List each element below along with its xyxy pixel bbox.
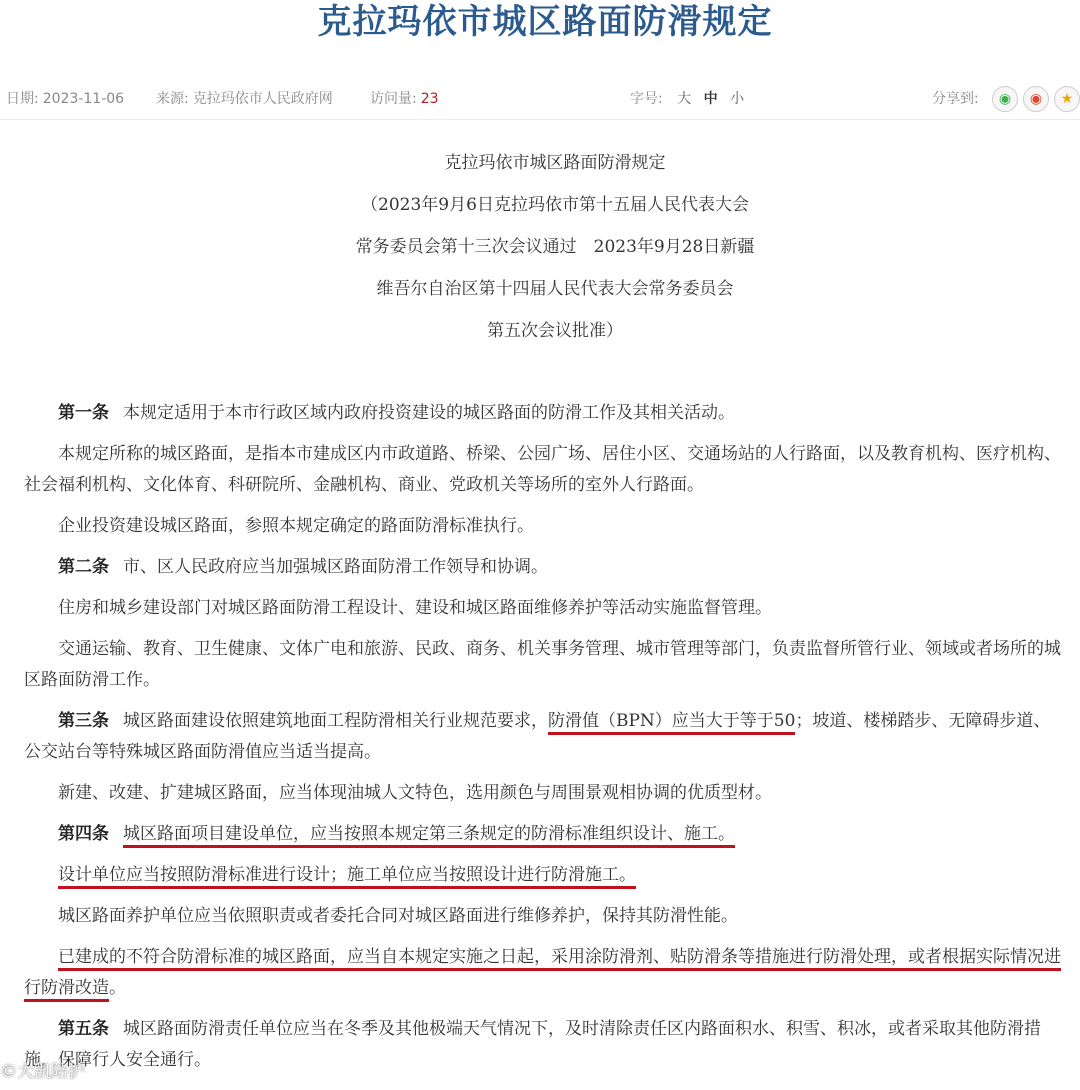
paragraph [24,942,1066,1004]
page-title: 克拉玛依市城区路面防滑规定 [317,2,773,42]
article-4-paragraph [24,819,1066,850]
source-meta [156,88,333,108]
underlined-text: 城区路面项目建设单位，应当按照本规定第三条规定的防滑标准组织设计、施工。 [123,824,735,848]
paragraph-text: ；坡道、楼梯踏步、无障碍步道、公交站台等特殊城区路面防滑值应当适当提高。 [24,711,1051,762]
source-label: 来源: [156,91,189,107]
font-size-small-button[interactable]: 小 [730,91,745,107]
header-line: 常务委员会第十三次会议通过 2023年9月28日新疆 [355,237,755,257]
header-line: （2023年9月6日克拉玛依市第十五届人民代表大会 [361,195,749,215]
underlined-text: 已建成的不符合防滑标准的城区路面，应当自本规定实施之日起，采用涂防滑剂、贴防滑条等措施进行防滑处理，或者根据实际情况进行防滑改造 [24,947,1061,1002]
date-label: 日期: [6,91,39,107]
share-label: 分享到: [932,91,979,107]
article-body [24,398,1066,1086]
visits-meta [370,88,439,108]
paragraph: 城区路面养护单位应当依照职责或者委托合同对城区路面进行维修养护，保持其防滑性能。 [58,906,738,926]
paragraph-text: 城区路面建设依照建筑地面工程防滑相关行业规范要求， [123,711,548,731]
wechat-icon[interactable]: ◉ [992,86,1018,112]
article-meta-bar [0,86,1080,108]
paragraph-text: 。 [109,978,126,998]
article-3-paragraph [24,706,1066,768]
header-line: 第五次会议批准） [487,321,623,341]
font-size-medium-button[interactable]: 中 [703,91,718,107]
watermark: ©大凯陪护 [0,1062,85,1082]
paragraph: 交通运输、教育、卫生健康、文体广电和旅游、民政、商务、机关事务管理、城市管理等部门，负责监督所管行业、领域或者场所的城区路面防滑工作。 [24,639,1061,690]
date-meta [6,88,124,108]
article-number: 第四条 [58,824,109,844]
paragraph: 本规定所称的城区路面，是指本市建成区内市政道路、桥梁、公园广场、居住小区、交通场站的人行路面，以及教育机构、医疗机构、社会福利机构、文化体育、科研院所、金融机构、商业、党政机关等场所的室外人行路面。 [24,444,1061,495]
visits-label: 访问量: [370,91,417,107]
article-2-paragraph [24,552,1066,583]
date-value: 2023-11-06 [42,91,125,107]
paragraph-text: 本规定适用于本市行政区域内政府投资建设的城区路面的防滑工作及其相关活动。 [123,403,735,423]
document-header [0,148,1080,358]
share-buttons [990,84,1080,110]
article-number: 第五条 [58,1019,109,1039]
underlined-text: 防滑值（BPN）应当大于等于50 [548,711,795,735]
underlined-text: 设计单位应当按照防滑标准进行设计；施工单位应当按照设计进行防滑施工。 [58,865,636,889]
header-line: 克拉玛依市城区路面防滑规定 [444,153,666,173]
article-number: 第二条 [58,557,109,577]
font-size-large-button[interactable]: 大 [677,91,692,107]
font-size-control [630,88,744,108]
header-line: 维吾尔自治区第十四届人民代表大会常务委员会 [376,279,734,299]
article-1-paragraph [24,398,1066,429]
meta-divider [0,119,1080,120]
paragraph: 新建、改建、扩建城区路面，应当体现油城人文特色，选用颜色与周围景观相协调的优质型材。 [58,783,772,803]
font-size-label: 字号: [630,91,663,107]
visits-value: 23 [420,91,439,107]
paragraph: 住房和城乡建设部门对城区路面防滑工程设计、建设和城区路面维修养护等活动实施监督管理。 [58,598,772,618]
paragraph [24,860,1066,891]
source-value: 克拉玛依市人民政府网 [192,91,333,107]
weibo-icon[interactable]: ◉ [1023,86,1049,112]
favorite-star-icon[interactable]: ★ [1054,86,1080,112]
article-5-paragraph [24,1014,1066,1076]
paragraph-text: 市、区人民政府应当加强城区路面防滑工作领导和协调。 [123,557,548,577]
article-number: 第一条 [58,403,109,423]
article-number: 第三条 [58,711,109,731]
paragraph: 企业投资建设城区路面，参照本规定确定的路面防滑标准执行。 [58,516,534,536]
paragraph-text: 城区路面防滑责任单位应当在冬季及其他极端天气情况下，及时清除责任区内路面积水、积雪、积冰，或者采取其他防滑措施，保障行人安全通行。 [24,1019,1041,1070]
